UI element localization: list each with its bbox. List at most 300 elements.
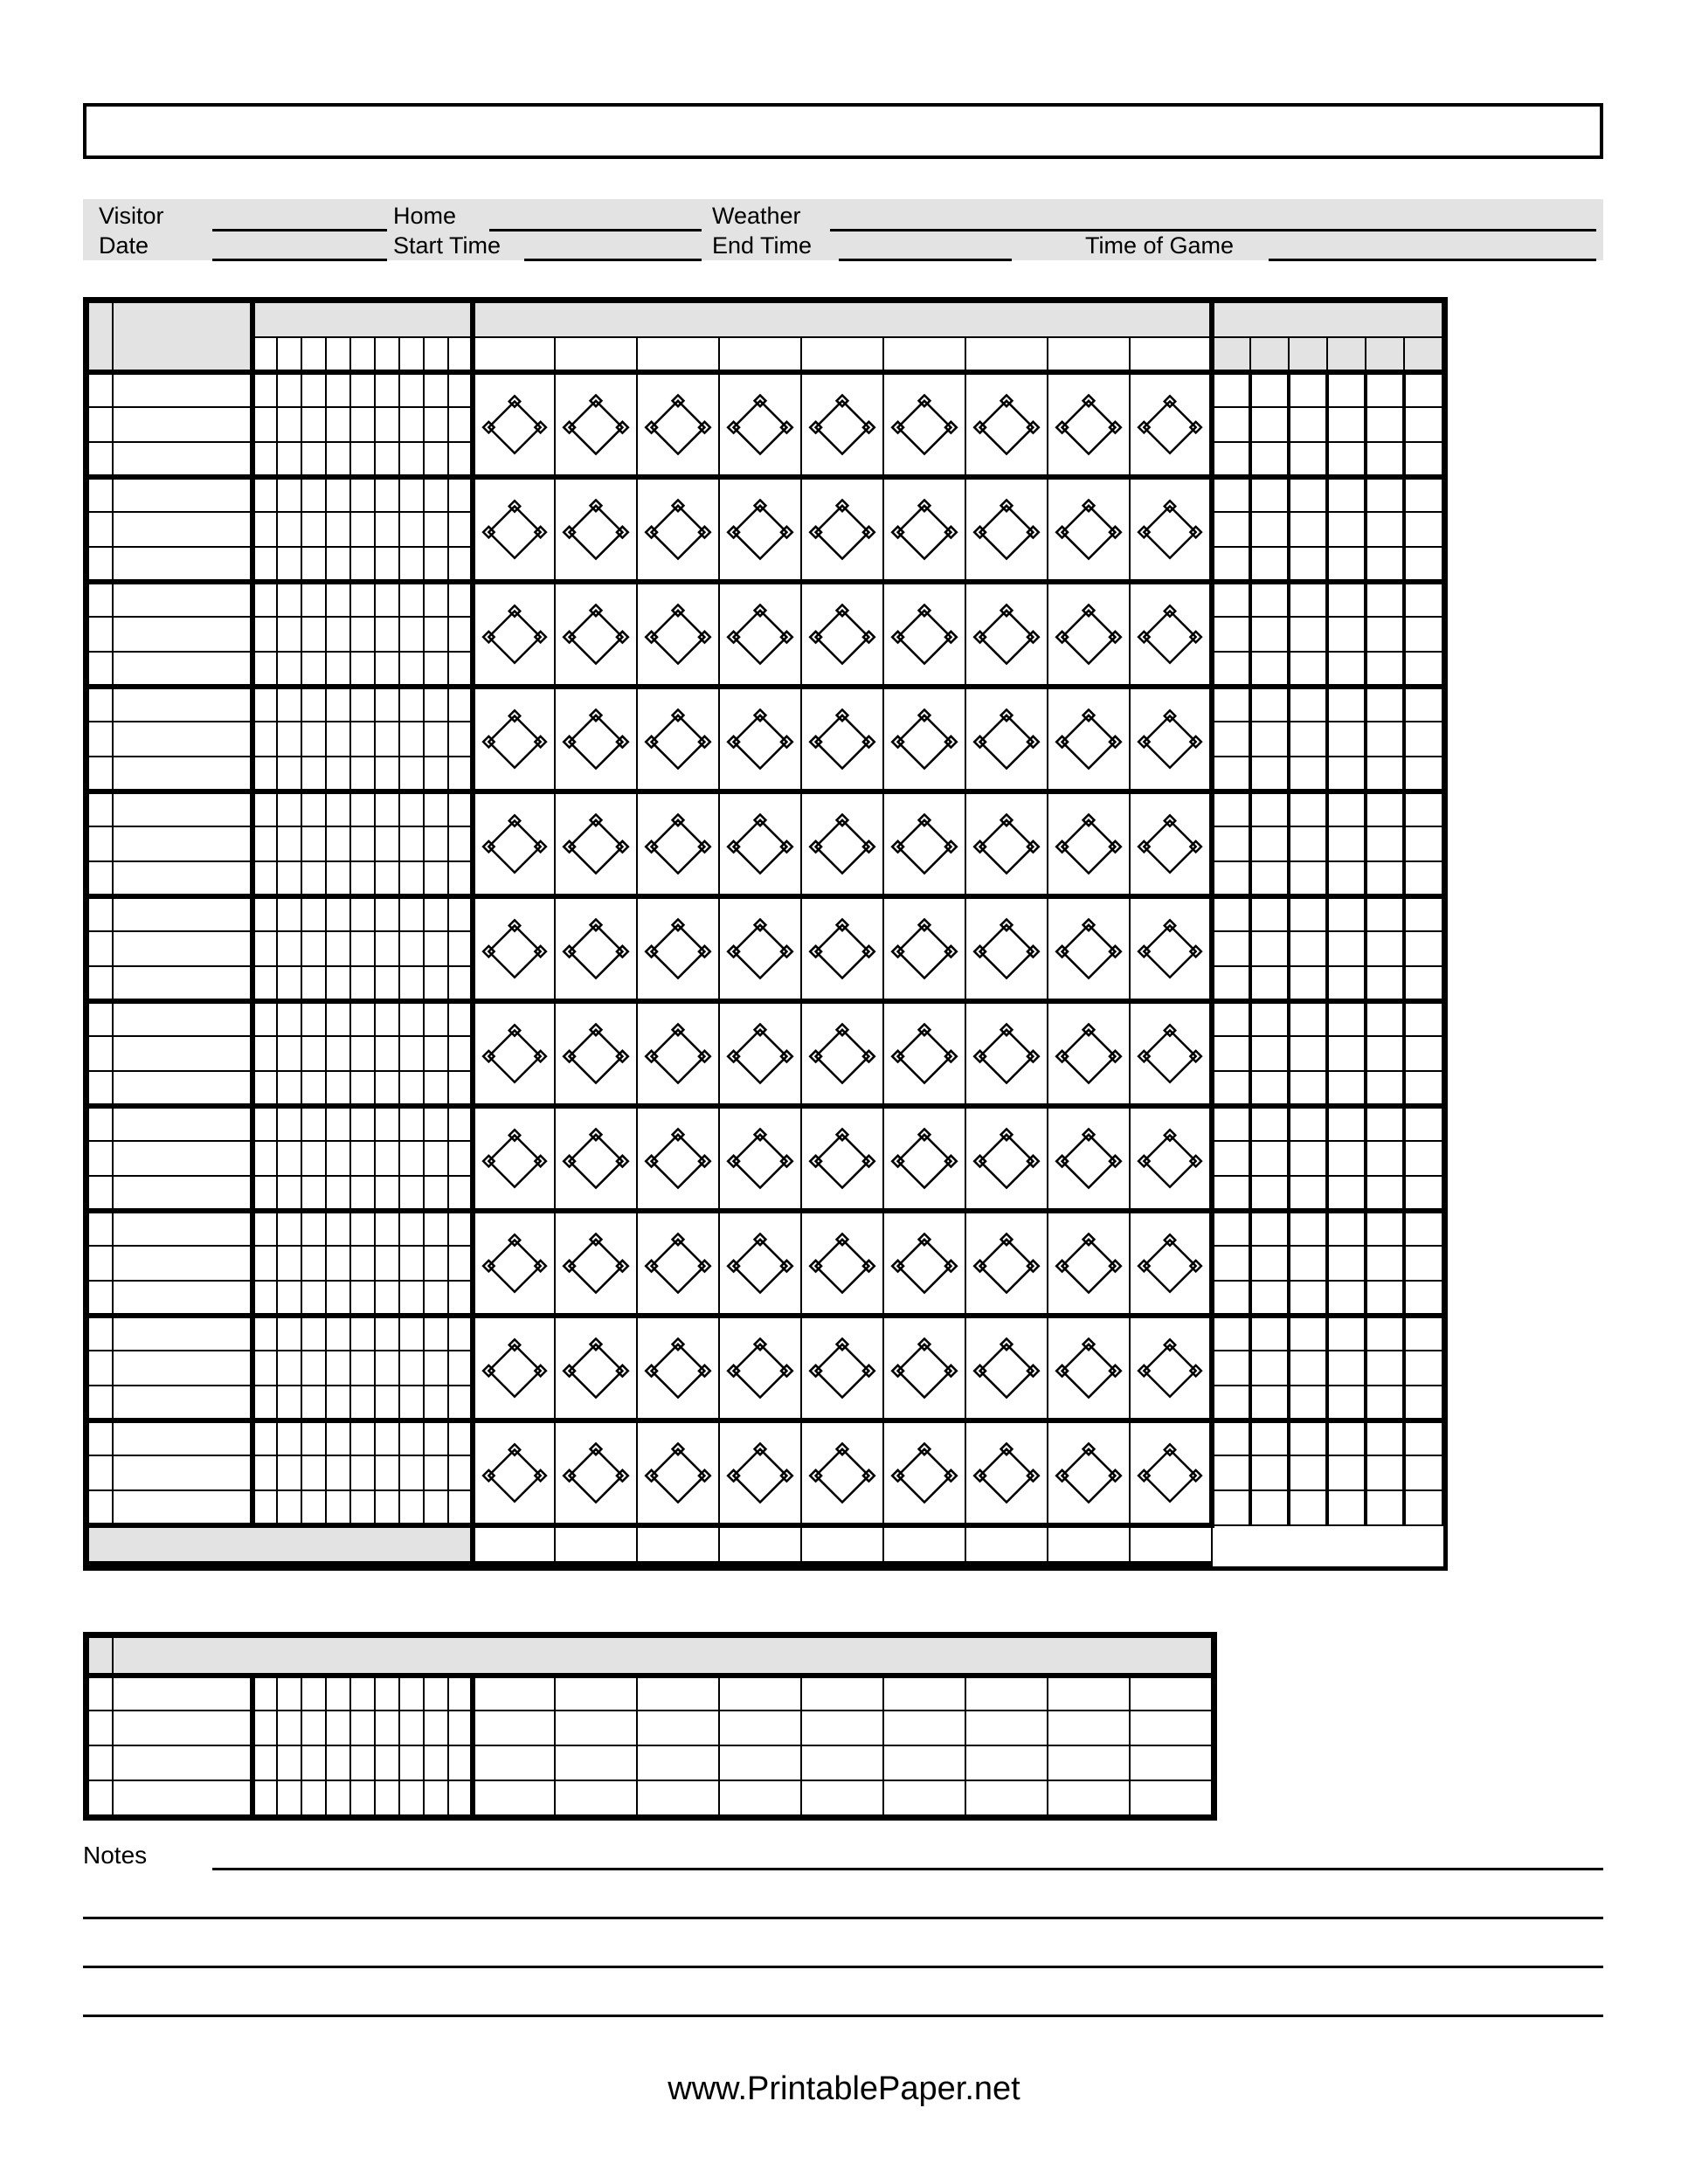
runs-scored-inning-8[interactable] bbox=[1048, 1525, 1130, 1564]
inning-scoring-cell[interactable] bbox=[637, 1316, 719, 1420]
opposing-pitcher-position-cell[interactable] bbox=[253, 1676, 277, 1711]
field-position-cell[interactable] bbox=[350, 652, 375, 687]
baseball-diamond-icon[interactable] bbox=[807, 809, 877, 879]
field-position-cell[interactable] bbox=[301, 687, 326, 722]
opposing-pitcher-position-cell[interactable] bbox=[399, 1676, 424, 1711]
stat-cell-rbi[interactable] bbox=[1404, 791, 1442, 826]
field-position-cell[interactable] bbox=[301, 1490, 326, 1525]
field-position-cell[interactable] bbox=[424, 791, 448, 826]
baseball-diamond-icon[interactable] bbox=[1054, 599, 1124, 669]
field-position-cell[interactable] bbox=[253, 1246, 277, 1281]
stat-cell-rbi[interactable] bbox=[1404, 582, 1442, 617]
field-position-cell[interactable] bbox=[350, 1176, 375, 1211]
field-position-cell[interactable] bbox=[375, 407, 399, 442]
baseball-diamond-icon[interactable] bbox=[889, 599, 959, 669]
stat-cell-ab[interactable] bbox=[1250, 477, 1289, 512]
runs-scored-inning-2[interactable] bbox=[555, 1525, 637, 1564]
field-position-cell[interactable] bbox=[301, 757, 326, 791]
opposing-pitcher-inning-cell[interactable] bbox=[965, 1676, 1048, 1711]
opposing-pitcher-inning-cell[interactable] bbox=[1048, 1711, 1130, 1745]
batter-name-input[interactable] bbox=[113, 1490, 253, 1525]
stat-cell-rbi[interactable] bbox=[1404, 896, 1442, 931]
inning-scoring-cell[interactable] bbox=[555, 1420, 637, 1525]
stat-cell-rbi[interactable] bbox=[1404, 1036, 1442, 1071]
inning-scoring-cell[interactable] bbox=[637, 896, 719, 1001]
baseball-diamond-icon[interactable] bbox=[643, 1438, 713, 1508]
field-position-cell[interactable] bbox=[301, 1106, 326, 1141]
stat-cell-ob[interactable] bbox=[1289, 1141, 1327, 1176]
batter-name-input[interactable] bbox=[113, 1141, 253, 1176]
runs-scored-inning-7[interactable] bbox=[965, 1525, 1048, 1564]
inning-scoring-cell[interactable] bbox=[1048, 791, 1130, 896]
opposing-pitcher-inning-cell[interactable] bbox=[1048, 1745, 1130, 1780]
baseball-diamond-icon[interactable] bbox=[561, 1333, 631, 1403]
inning-scoring-cell[interactable] bbox=[719, 582, 801, 687]
field-position-cell[interactable] bbox=[350, 512, 375, 547]
batter-name-input[interactable] bbox=[113, 617, 253, 652]
field-position-cell[interactable] bbox=[253, 1455, 277, 1490]
baseball-diamond-icon[interactable] bbox=[481, 390, 549, 459]
inning-scoring-cell[interactable] bbox=[1130, 687, 1212, 791]
inning-scoring-cell[interactable] bbox=[719, 477, 801, 582]
field-position-cell[interactable] bbox=[375, 757, 399, 791]
field-position-cell[interactable] bbox=[375, 477, 399, 512]
field-position-cell[interactable] bbox=[253, 722, 277, 757]
stat-cell-ob[interactable] bbox=[1289, 1246, 1327, 1281]
baseball-diamond-icon[interactable] bbox=[561, 914, 631, 984]
baseball-diamond-icon[interactable] bbox=[889, 914, 959, 984]
field-position-cell[interactable] bbox=[448, 1141, 473, 1176]
field-position-cell[interactable] bbox=[424, 547, 448, 582]
opposing-pitcher-name-input[interactable] bbox=[113, 1711, 253, 1745]
field-position-cell[interactable] bbox=[326, 1141, 350, 1176]
field-position-cell[interactable] bbox=[301, 1351, 326, 1386]
opposing-pitcher-inning-cell[interactable] bbox=[883, 1745, 965, 1780]
stat-cell-h[interactable] bbox=[1327, 722, 1366, 757]
opposing-pitcher-position-cell[interactable] bbox=[253, 1780, 277, 1815]
field-position-cell[interactable] bbox=[326, 407, 350, 442]
inning-scoring-cell[interactable] bbox=[719, 1106, 801, 1211]
inning-scoring-cell[interactable] bbox=[883, 1316, 965, 1420]
batter-name-input[interactable] bbox=[113, 407, 253, 442]
inning-scoring-cell[interactable] bbox=[1048, 896, 1130, 1001]
stat-cell-ab[interactable] bbox=[1250, 826, 1289, 861]
field-position-cell[interactable] bbox=[375, 512, 399, 547]
batter-name-input[interactable] bbox=[113, 966, 253, 1001]
opposing-pitcher-inning-cell[interactable] bbox=[637, 1711, 719, 1745]
field-position-cell[interactable] bbox=[399, 687, 424, 722]
stat-cell-ob[interactable] bbox=[1289, 757, 1327, 791]
field-position-cell[interactable] bbox=[253, 372, 277, 407]
field-position-cell[interactable] bbox=[326, 477, 350, 512]
baseball-diamond-icon[interactable] bbox=[1054, 914, 1124, 984]
stat-cell-rbi[interactable] bbox=[1404, 722, 1442, 757]
field-position-cell[interactable] bbox=[375, 722, 399, 757]
field-position-cell[interactable] bbox=[375, 1211, 399, 1246]
baseball-diamond-icon[interactable] bbox=[1136, 1229, 1204, 1297]
field-position-cell[interactable] bbox=[399, 442, 424, 477]
stat-cell-ab[interactable] bbox=[1250, 931, 1289, 966]
stat-cell-ab[interactable] bbox=[1250, 1211, 1289, 1246]
stat-cell-rbi[interactable] bbox=[1404, 407, 1442, 442]
field-position-cell[interactable] bbox=[326, 652, 350, 687]
field-position-cell[interactable] bbox=[424, 966, 448, 1001]
field-position-cell[interactable] bbox=[301, 861, 326, 896]
batter-name-input[interactable] bbox=[113, 547, 253, 582]
stat-cell-if[interactable] bbox=[1212, 1176, 1250, 1211]
field-position-cell[interactable] bbox=[424, 1490, 448, 1525]
field-position-cell[interactable] bbox=[375, 442, 399, 477]
stat-cell-h[interactable] bbox=[1327, 1246, 1366, 1281]
batter-name-input[interactable] bbox=[113, 1455, 253, 1490]
stat-cell-rbi[interactable] bbox=[1404, 512, 1442, 547]
baseball-diamond-icon[interactable] bbox=[889, 390, 959, 460]
field-position-cell[interactable] bbox=[448, 547, 473, 582]
stat-cell-ob[interactable] bbox=[1289, 1071, 1327, 1106]
baseball-diamond-icon[interactable] bbox=[1136, 600, 1204, 668]
field-position-cell[interactable] bbox=[277, 1246, 301, 1281]
field-position-cell[interactable] bbox=[350, 1106, 375, 1141]
field-position-cell[interactable] bbox=[326, 1455, 350, 1490]
stat-cell-ob[interactable] bbox=[1289, 372, 1327, 407]
baseball-diamond-icon[interactable] bbox=[643, 1333, 713, 1403]
opposing-pitcher-inning-cell[interactable] bbox=[637, 1676, 719, 1711]
stat-cell-if[interactable] bbox=[1212, 687, 1250, 722]
field-position-cell[interactable] bbox=[375, 1490, 399, 1525]
field-position-cell[interactable] bbox=[448, 1281, 473, 1316]
field-position-cell[interactable] bbox=[277, 407, 301, 442]
stat-cell-r[interactable] bbox=[1366, 966, 1404, 1001]
field-position-cell[interactable] bbox=[375, 826, 399, 861]
opposing-pitcher-inning-cell[interactable] bbox=[719, 1780, 801, 1815]
field-position-cell[interactable] bbox=[253, 791, 277, 826]
inning-scoring-cell[interactable] bbox=[1048, 687, 1130, 791]
inning-scoring-cell[interactable] bbox=[883, 582, 965, 687]
field-position-cell[interactable] bbox=[424, 1281, 448, 1316]
field-position-cell[interactable] bbox=[375, 1001, 399, 1036]
field-position-cell[interactable] bbox=[326, 1316, 350, 1351]
stat-cell-ab[interactable] bbox=[1250, 372, 1289, 407]
field-position-cell[interactable] bbox=[350, 826, 375, 861]
inning-scoring-cell[interactable] bbox=[801, 1420, 883, 1525]
batter-name-input[interactable] bbox=[113, 757, 253, 791]
baseball-diamond-icon[interactable] bbox=[1136, 810, 1204, 878]
field-position-cell[interactable] bbox=[448, 617, 473, 652]
opposing-pitcher-inning-cell[interactable] bbox=[1048, 1780, 1130, 1815]
field-position-cell[interactable] bbox=[375, 1176, 399, 1211]
field-position-cell[interactable] bbox=[424, 1351, 448, 1386]
baseball-diamond-icon[interactable] bbox=[725, 809, 795, 879]
stat-cell-ab[interactable] bbox=[1250, 1420, 1289, 1455]
field-position-cell[interactable] bbox=[326, 1176, 350, 1211]
opposing-pitcher-inning-cell[interactable] bbox=[719, 1676, 801, 1711]
baseball-diamond-icon[interactable] bbox=[972, 809, 1041, 879]
baseball-diamond-icon[interactable] bbox=[725, 494, 795, 564]
field-position-cell[interactable] bbox=[277, 931, 301, 966]
inning-scoring-cell[interactable] bbox=[555, 477, 637, 582]
field-position-cell[interactable] bbox=[448, 966, 473, 1001]
inning-scoring-cell[interactable] bbox=[883, 1211, 965, 1316]
field-position-cell[interactable] bbox=[277, 1420, 301, 1455]
inning-scoring-cell[interactable] bbox=[473, 582, 555, 687]
stat-cell-h[interactable] bbox=[1327, 1001, 1366, 1036]
field-position-cell[interactable] bbox=[301, 652, 326, 687]
field-position-cell[interactable] bbox=[277, 1281, 301, 1316]
inning-scoring-cell[interactable] bbox=[965, 896, 1048, 1001]
baseball-diamond-icon[interactable] bbox=[807, 1438, 877, 1508]
opposing-pitcher-position-cell[interactable] bbox=[448, 1676, 473, 1711]
stat-cell-r[interactable] bbox=[1366, 1316, 1404, 1351]
stat-cell-r[interactable] bbox=[1366, 442, 1404, 477]
opposing-pitcher-position-cell[interactable] bbox=[375, 1676, 399, 1711]
field-position-cell[interactable] bbox=[253, 687, 277, 722]
stat-cell-if[interactable] bbox=[1212, 1141, 1250, 1176]
stat-cell-rbi[interactable] bbox=[1404, 1316, 1442, 1351]
stat-cell-h[interactable] bbox=[1327, 1141, 1366, 1176]
home-input[interactable] bbox=[489, 229, 702, 232]
field-position-cell[interactable] bbox=[399, 861, 424, 896]
field-position-cell[interactable] bbox=[326, 1106, 350, 1141]
stat-cell-ab[interactable] bbox=[1250, 617, 1289, 652]
opposing-pitcher-position-cell[interactable] bbox=[448, 1780, 473, 1815]
stat-cell-r[interactable] bbox=[1366, 617, 1404, 652]
stat-cell-rbi[interactable] bbox=[1404, 1001, 1442, 1036]
field-position-cell[interactable] bbox=[301, 547, 326, 582]
stat-cell-ob[interactable] bbox=[1289, 966, 1327, 1001]
stat-cell-r[interactable] bbox=[1366, 896, 1404, 931]
stat-cell-ab[interactable] bbox=[1250, 1036, 1289, 1071]
batter-name-input[interactable] bbox=[113, 861, 253, 896]
field-position-cell[interactable] bbox=[277, 687, 301, 722]
inning-scoring-cell[interactable] bbox=[473, 1106, 555, 1211]
field-position-cell[interactable] bbox=[326, 896, 350, 931]
field-position-cell[interactable] bbox=[277, 1071, 301, 1106]
field-position-cell[interactable] bbox=[424, 1141, 448, 1176]
field-position-cell[interactable] bbox=[448, 652, 473, 687]
field-position-cell[interactable] bbox=[424, 687, 448, 722]
field-position-cell[interactable] bbox=[375, 1106, 399, 1141]
batter-name-input[interactable] bbox=[113, 722, 253, 757]
field-position-cell[interactable] bbox=[350, 1420, 375, 1455]
inning-scoring-cell[interactable] bbox=[1048, 1420, 1130, 1525]
field-position-cell[interactable] bbox=[253, 1036, 277, 1071]
inning-scoring-cell[interactable] bbox=[801, 477, 883, 582]
inning-scoring-cell[interactable] bbox=[637, 1001, 719, 1106]
stat-cell-ob[interactable] bbox=[1289, 582, 1327, 617]
baseball-diamond-icon[interactable] bbox=[725, 914, 795, 984]
stat-cell-ob[interactable] bbox=[1289, 1316, 1327, 1351]
field-position-cell[interactable] bbox=[448, 512, 473, 547]
field-position-cell[interactable] bbox=[350, 931, 375, 966]
opposing-pitcher-inning-cell[interactable] bbox=[555, 1711, 637, 1745]
inning-scoring-cell[interactable] bbox=[555, 1211, 637, 1316]
field-position-cell[interactable] bbox=[301, 1281, 326, 1316]
baseball-diamond-icon[interactable] bbox=[889, 704, 959, 774]
inning-scoring-cell[interactable] bbox=[965, 477, 1048, 582]
field-position-cell[interactable] bbox=[277, 512, 301, 547]
inning-scoring-cell[interactable] bbox=[473, 1420, 555, 1525]
stat-cell-rbi[interactable] bbox=[1404, 1490, 1442, 1525]
stat-cell-r[interactable] bbox=[1366, 512, 1404, 547]
stat-cell-h[interactable] bbox=[1327, 442, 1366, 477]
field-position-cell[interactable] bbox=[424, 861, 448, 896]
opposing-pitcher-inning-cell[interactable] bbox=[965, 1745, 1048, 1780]
field-position-cell[interactable] bbox=[253, 966, 277, 1001]
stat-cell-ob[interactable] bbox=[1289, 512, 1327, 547]
inning-scoring-cell[interactable] bbox=[473, 1316, 555, 1420]
opposing-pitcher-position-cell[interactable] bbox=[326, 1676, 350, 1711]
field-position-cell[interactable] bbox=[326, 757, 350, 791]
stat-cell-rbi[interactable] bbox=[1404, 1071, 1442, 1106]
stat-cell-ab[interactable] bbox=[1250, 1246, 1289, 1281]
inning-scoring-cell[interactable] bbox=[719, 1001, 801, 1106]
field-position-cell[interactable] bbox=[424, 1106, 448, 1141]
field-position-cell[interactable] bbox=[277, 442, 301, 477]
stat-cell-r[interactable] bbox=[1366, 1281, 1404, 1316]
stat-cell-rbi[interactable] bbox=[1404, 861, 1442, 896]
inning-scoring-cell[interactable] bbox=[719, 1420, 801, 1525]
baseball-diamond-icon[interactable] bbox=[972, 1438, 1041, 1508]
stat-cell-h[interactable] bbox=[1327, 861, 1366, 896]
opposing-pitcher-inning-cell[interactable] bbox=[883, 1676, 965, 1711]
field-position-cell[interactable] bbox=[399, 1141, 424, 1176]
field-position-cell[interactable] bbox=[424, 652, 448, 687]
field-position-cell[interactable] bbox=[277, 1490, 301, 1525]
baseball-diamond-icon[interactable] bbox=[643, 599, 713, 669]
baseball-diamond-icon[interactable] bbox=[807, 1019, 877, 1089]
inning-scoring-cell[interactable] bbox=[1048, 582, 1130, 687]
stat-cell-ab[interactable] bbox=[1250, 1071, 1289, 1106]
stat-cell-ob[interactable] bbox=[1289, 1386, 1327, 1420]
stat-cell-rbi[interactable] bbox=[1404, 652, 1442, 687]
stat-cell-if[interactable] bbox=[1212, 1420, 1250, 1455]
stat-cell-r[interactable] bbox=[1366, 826, 1404, 861]
opposing-pitcher-inning-cell[interactable] bbox=[1048, 1676, 1130, 1711]
opposing-pitcher-inning-cell[interactable] bbox=[883, 1780, 965, 1815]
field-position-cell[interactable] bbox=[301, 1455, 326, 1490]
stat-cell-ab[interactable] bbox=[1250, 896, 1289, 931]
field-position-cell[interactable] bbox=[301, 1386, 326, 1420]
opposing-pitcher-position-cell[interactable] bbox=[277, 1676, 301, 1711]
batter-name-input[interactable] bbox=[113, 826, 253, 861]
field-position-cell[interactable] bbox=[424, 442, 448, 477]
baseball-diamond-icon[interactable] bbox=[889, 1333, 959, 1403]
stat-cell-r[interactable] bbox=[1366, 687, 1404, 722]
opposing-pitcher-inning-cell[interactable] bbox=[719, 1745, 801, 1780]
field-position-cell[interactable] bbox=[301, 966, 326, 1001]
inning-scoring-cell[interactable] bbox=[883, 1420, 965, 1525]
stat-cell-ab[interactable] bbox=[1250, 757, 1289, 791]
inning-scoring-cell[interactable] bbox=[473, 477, 555, 582]
field-position-cell[interactable] bbox=[448, 826, 473, 861]
stat-cell-h[interactable] bbox=[1327, 1036, 1366, 1071]
stat-cell-ob[interactable] bbox=[1289, 1420, 1327, 1455]
opposing-pitcher-name-input[interactable] bbox=[113, 1676, 253, 1711]
runs-scored-inning-1[interactable] bbox=[473, 1525, 555, 1564]
stat-cell-ob[interactable] bbox=[1289, 687, 1327, 722]
inning-scoring-cell[interactable] bbox=[637, 477, 719, 582]
stat-cell-if[interactable] bbox=[1212, 1001, 1250, 1036]
stat-cell-h[interactable] bbox=[1327, 966, 1366, 1001]
opposing-pitcher-position-cell[interactable] bbox=[253, 1745, 277, 1780]
baseball-diamond-icon[interactable] bbox=[1136, 705, 1204, 773]
baseball-diamond-icon[interactable] bbox=[481, 915, 549, 983]
field-position-cell[interactable] bbox=[350, 896, 375, 931]
end-time-input[interactable] bbox=[839, 259, 1012, 261]
baseball-diamond-icon[interactable] bbox=[481, 600, 549, 668]
baseball-diamond-icon[interactable] bbox=[1136, 915, 1204, 983]
field-position-cell[interactable] bbox=[375, 372, 399, 407]
field-position-cell[interactable] bbox=[350, 407, 375, 442]
inning-scoring-cell[interactable] bbox=[473, 1211, 555, 1316]
stat-cell-r[interactable] bbox=[1366, 757, 1404, 791]
field-position-cell[interactable] bbox=[277, 1141, 301, 1176]
stat-cell-if[interactable] bbox=[1212, 722, 1250, 757]
stat-cell-if[interactable] bbox=[1212, 1246, 1250, 1281]
stat-cell-if[interactable] bbox=[1212, 407, 1250, 442]
field-position-cell[interactable] bbox=[253, 757, 277, 791]
field-position-cell[interactable] bbox=[350, 1246, 375, 1281]
field-position-cell[interactable] bbox=[253, 407, 277, 442]
opposing-pitcher-inning-cell[interactable] bbox=[473, 1745, 555, 1780]
stat-cell-ob[interactable] bbox=[1289, 1106, 1327, 1141]
field-position-cell[interactable] bbox=[350, 757, 375, 791]
stat-cell-ab[interactable] bbox=[1250, 1351, 1289, 1386]
field-position-cell[interactable] bbox=[350, 1490, 375, 1525]
field-position-cell[interactable] bbox=[399, 1001, 424, 1036]
batter-name-input[interactable] bbox=[113, 582, 253, 617]
baseball-diamond-icon[interactable] bbox=[481, 1439, 549, 1507]
baseball-diamond-icon[interactable] bbox=[481, 1334, 549, 1402]
stat-cell-rbi[interactable] bbox=[1404, 1281, 1442, 1316]
inning-scoring-cell[interactable] bbox=[719, 687, 801, 791]
field-position-cell[interactable] bbox=[448, 582, 473, 617]
baseball-diamond-icon[interactable] bbox=[1136, 495, 1204, 563]
stat-cell-h[interactable] bbox=[1327, 547, 1366, 582]
opposing-pitcher-position-cell[interactable] bbox=[350, 1676, 375, 1711]
baseball-diamond-icon[interactable] bbox=[807, 1228, 877, 1298]
field-position-cell[interactable] bbox=[350, 582, 375, 617]
inning-scoring-cell[interactable] bbox=[473, 1001, 555, 1106]
opposing-pitcher-position-cell[interactable] bbox=[424, 1780, 448, 1815]
baseball-diamond-icon[interactable] bbox=[643, 914, 713, 984]
field-position-cell[interactable] bbox=[301, 896, 326, 931]
stat-cell-ab[interactable] bbox=[1250, 1455, 1289, 1490]
field-position-cell[interactable] bbox=[350, 1036, 375, 1071]
field-position-cell[interactable] bbox=[448, 757, 473, 791]
field-position-cell[interactable] bbox=[399, 1420, 424, 1455]
batter-name-input[interactable] bbox=[113, 442, 253, 477]
opposing-pitcher-inning-cell[interactable] bbox=[555, 1745, 637, 1780]
opposing-pitcher-inning-cell[interactable] bbox=[965, 1711, 1048, 1745]
batter-name-input[interactable] bbox=[113, 791, 253, 826]
runs-scored-inning-4[interactable] bbox=[719, 1525, 801, 1564]
field-position-cell[interactable] bbox=[448, 1316, 473, 1351]
stat-cell-if[interactable] bbox=[1212, 1386, 1250, 1420]
inning-scoring-cell[interactable] bbox=[1130, 1420, 1212, 1525]
stat-cell-r[interactable] bbox=[1366, 407, 1404, 442]
baseball-diamond-icon[interactable] bbox=[725, 390, 795, 460]
start-time-input[interactable] bbox=[524, 259, 702, 261]
stat-cell-if[interactable] bbox=[1212, 1316, 1250, 1351]
field-position-cell[interactable] bbox=[375, 1420, 399, 1455]
baseball-diamond-icon[interactable] bbox=[561, 1123, 631, 1193]
opposing-pitcher-number[interactable] bbox=[88, 1711, 113, 1745]
field-position-cell[interactable] bbox=[375, 1386, 399, 1420]
field-position-cell[interactable] bbox=[399, 931, 424, 966]
baseball-diamond-icon[interactable] bbox=[807, 390, 877, 460]
field-position-cell[interactable] bbox=[375, 861, 399, 896]
